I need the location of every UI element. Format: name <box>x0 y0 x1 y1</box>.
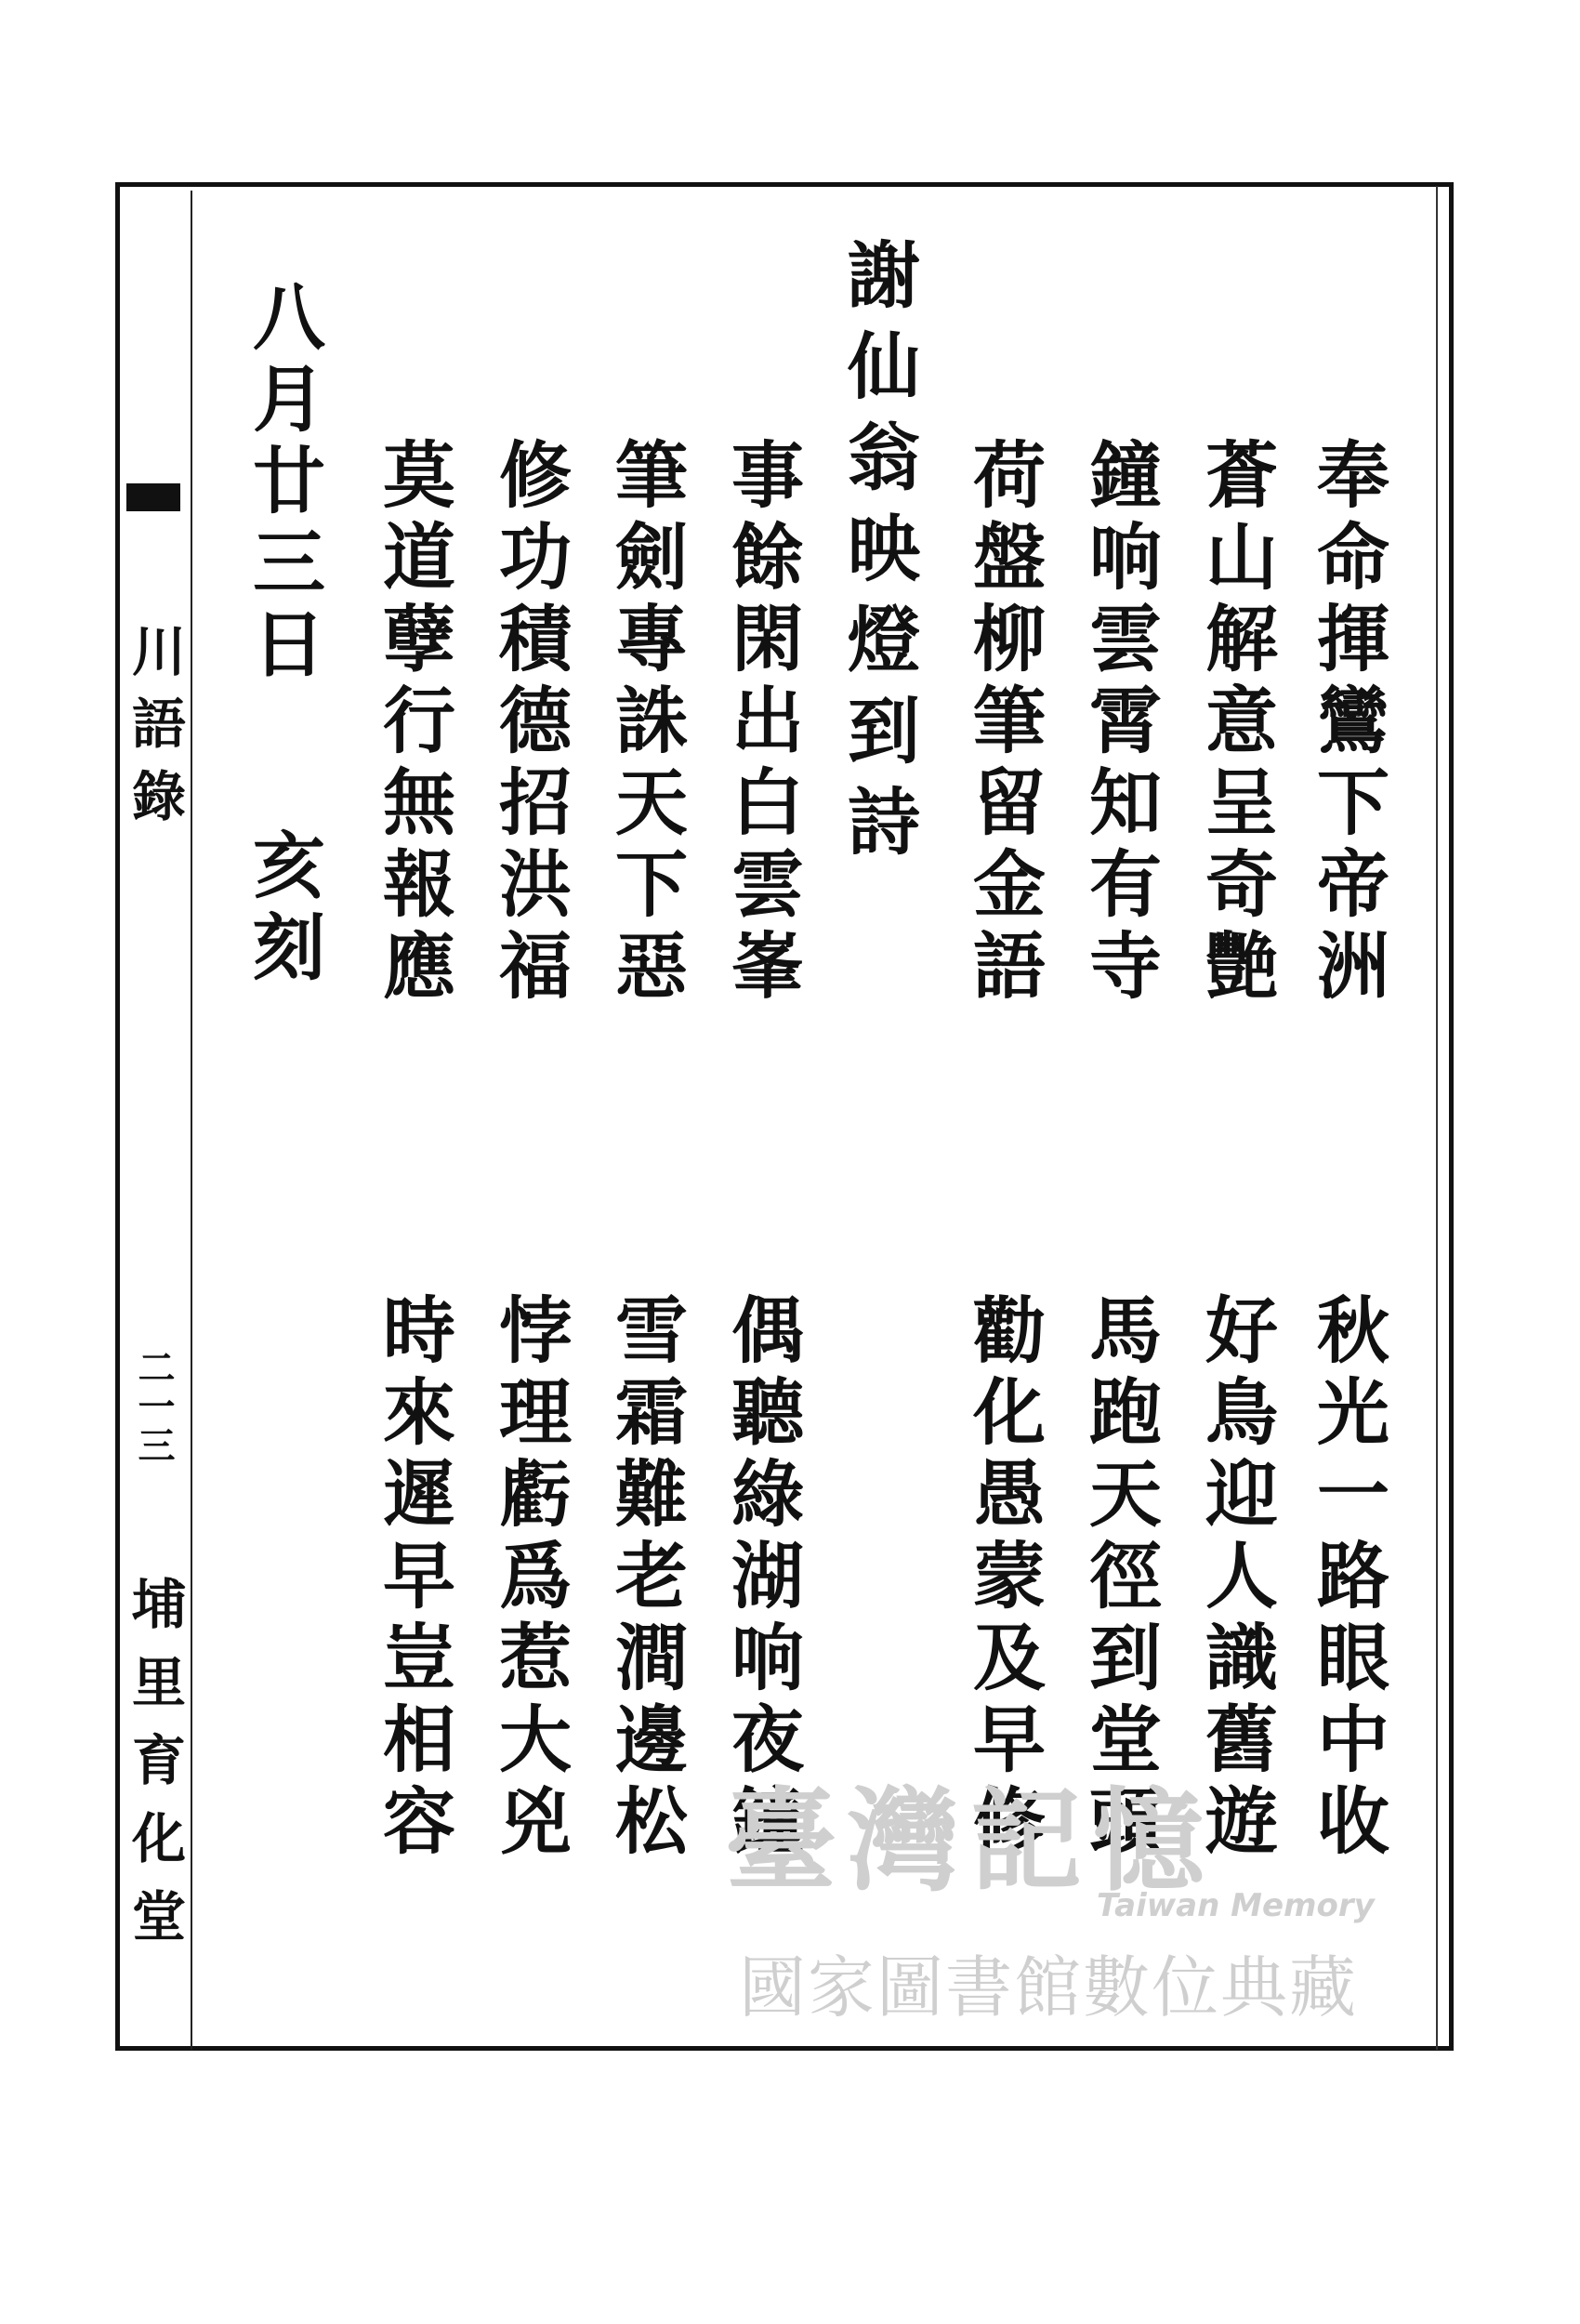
poem1-line-1a: 奉命揮鸞下帝洲 <box>1305 437 1389 1010</box>
poem1-line-1b: 秋光一路眼中收 <box>1305 1292 1389 1865</box>
poem1-line-2a: 蒼山解意呈奇艷 <box>1193 437 1278 1010</box>
poem1-line-4b: 勸化愚蒙及早修 <box>961 1292 1046 1865</box>
poem1-line-3b: 馬跑天徑到堂頭 <box>1077 1292 1162 1865</box>
margin-divider-line <box>191 191 192 2050</box>
poem2-title: 謝仙翁映燈到詩 <box>836 237 920 875</box>
book-title: 川語錄 <box>123 623 186 840</box>
poem2-line-3b: 悖理虧爲惹大兇 <box>487 1292 572 1865</box>
fishtail-mark <box>126 483 180 511</box>
watermark-chinese: 國家圖書館數位典藏 <box>739 1948 1359 2027</box>
poem1-line-2b: 好鳥迎人識舊遊 <box>1193 1292 1278 1865</box>
watermark-english: Taiwan Memory <box>1097 1887 1375 1924</box>
poem1-line-3a: 鐘响雲霄知有寺 <box>1077 437 1162 1010</box>
poem2-line-2b: 雪霜難老澗邊松 <box>603 1292 688 1865</box>
page-number: 二一三 <box>132 1348 176 1465</box>
poem2-line-1b: 偶聽綠湖响夜鐘 <box>719 1292 804 1865</box>
time-text: 亥刻 <box>241 827 325 991</box>
poem1-line-4a: 荷盤柳筆留金語 <box>961 437 1046 1010</box>
publisher-name: 埔里育化堂 <box>123 1576 186 1966</box>
date-text: 八月廿三日 <box>241 279 325 688</box>
poem2-line-4b: 時來遲早豈相容 <box>371 1292 455 1865</box>
poem2-line-3a: 修功積德招洪福 <box>487 437 572 1010</box>
watermark-seal: 臺灣記憶 <box>725 1776 1216 1907</box>
poem2-line-2a: 筆劍專誅天下惡 <box>603 437 688 1010</box>
poem2-line-4a: 莫道孽行無報應 <box>371 437 455 1010</box>
poem2-line-1a: 事餘閑出白雲峯 <box>719 437 804 1010</box>
